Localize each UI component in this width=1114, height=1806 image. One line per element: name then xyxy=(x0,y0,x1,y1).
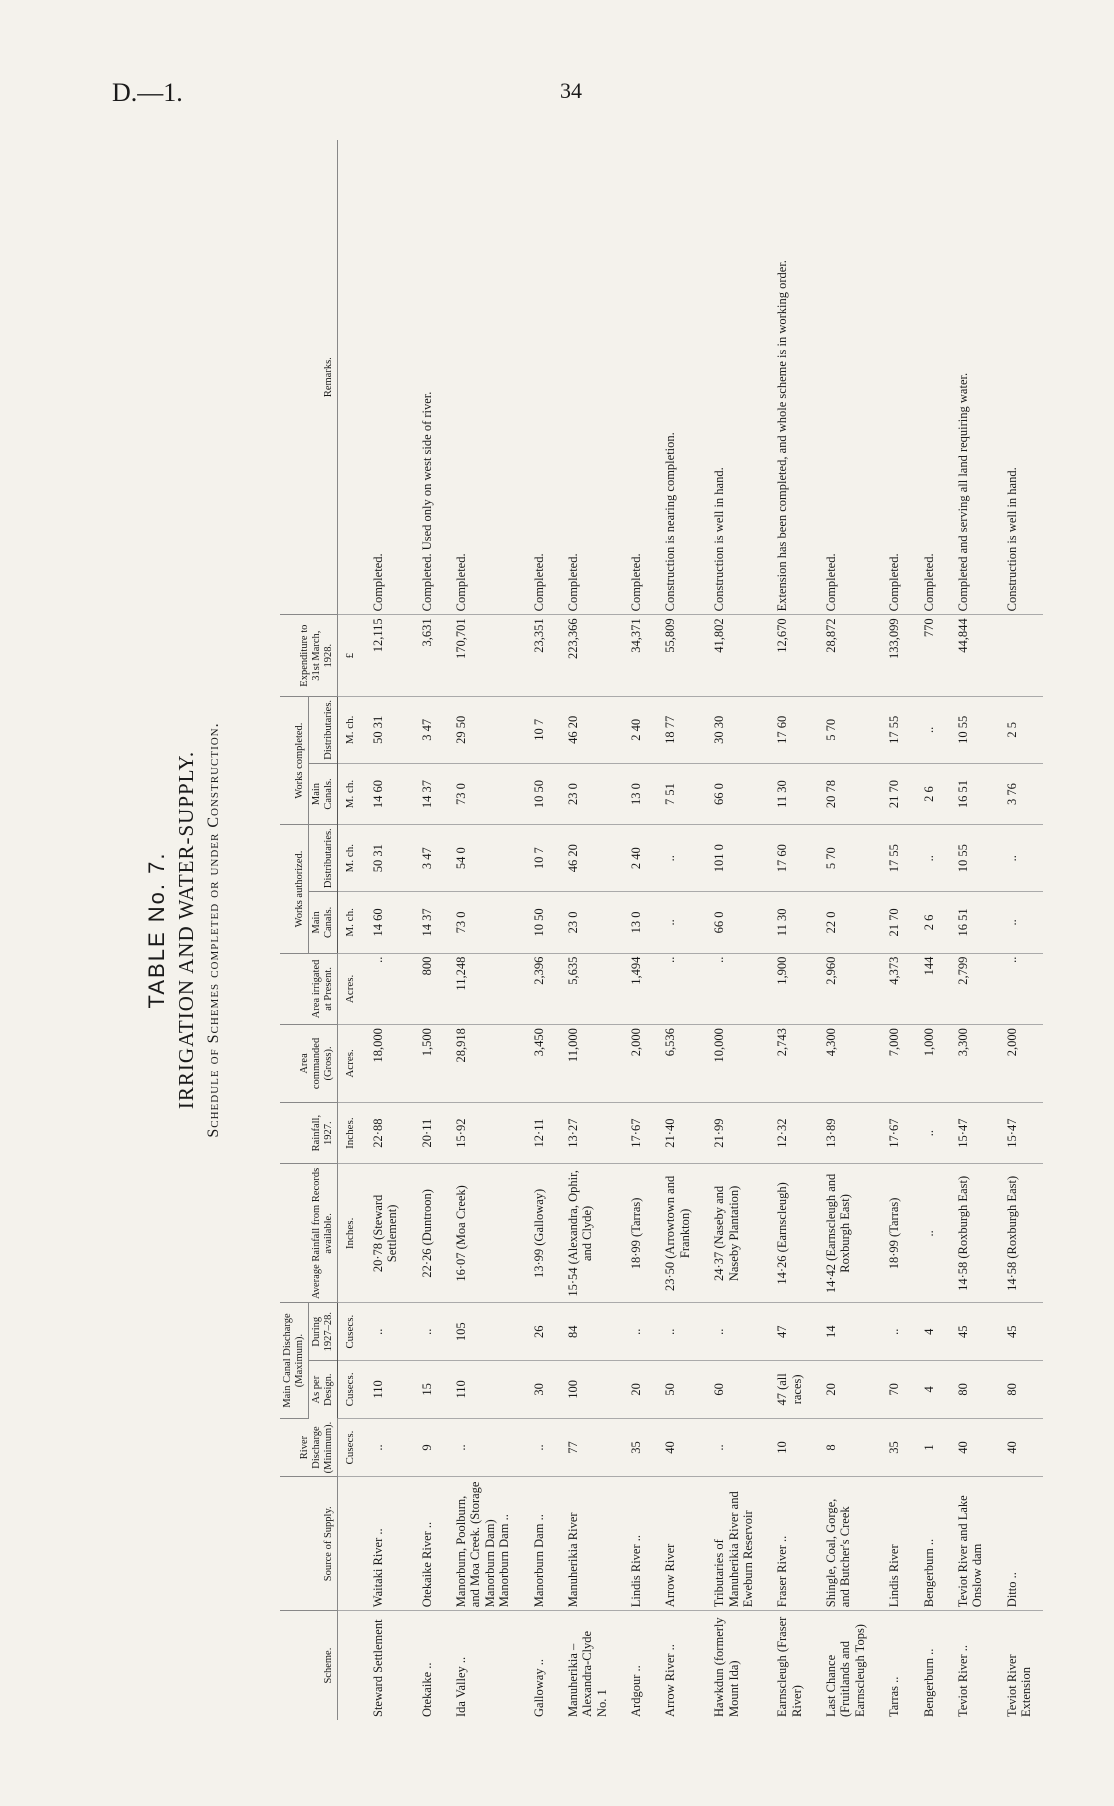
cell-cd: 2 40 xyxy=(619,696,653,763)
cell-cmd: 2,000 xyxy=(995,1025,1044,1103)
cell-avg: .. xyxy=(912,1164,946,1303)
document-reference: D.—1. xyxy=(112,78,183,107)
cell-rem: Construction is nearing completion. xyxy=(653,140,702,615)
cell-rem: Construction is well in hand. xyxy=(995,140,1044,615)
cell-rem: Construction is well in hand. xyxy=(702,140,765,615)
cell-during: 4 xyxy=(912,1303,946,1361)
cell-rain: 20·11 xyxy=(410,1102,444,1164)
table-number: TABLE No. 7. xyxy=(144,851,169,1009)
cell-river: .. xyxy=(702,1418,765,1477)
col-comp-dist: Distributaries. xyxy=(309,696,338,763)
table-row xyxy=(995,140,1044,1720)
cell-irr: .. xyxy=(361,953,410,1024)
cell-rem: Completed. xyxy=(361,140,410,615)
unit-cell: M. ch. xyxy=(338,696,361,763)
cell-irr: 2,960 xyxy=(814,953,877,1024)
cell-avg: 24·37 (Naseby and Naseby Plantation) xyxy=(702,1164,765,1303)
cell-during: .. xyxy=(702,1303,765,1361)
cell-rain: 21·40 xyxy=(653,1102,702,1164)
cell-cmd: 4,300 xyxy=(814,1025,877,1103)
col-canal-discharge: Main Canal Discharge (Maximum). xyxy=(280,1303,309,1418)
cell-river: 40 xyxy=(946,1418,995,1477)
cell-during: 84 xyxy=(556,1303,619,1361)
cell-scheme: Teviot River Extension xyxy=(1004,1654,1034,1717)
cell-scheme: Hawkdun (formerly Mount Ida) xyxy=(712,1617,741,1717)
cell-design: 4 xyxy=(912,1361,946,1419)
cell-source: Arrow River xyxy=(653,1477,702,1611)
cell-rain: 15·47 xyxy=(946,1102,995,1164)
cell-rain: 21·99 xyxy=(702,1102,765,1164)
cell-irr: 1,494 xyxy=(619,953,653,1024)
cell-ad: 17 55 xyxy=(877,825,911,892)
cell-rain: 13·27 xyxy=(556,1102,619,1164)
cell-design: 30 xyxy=(522,1361,556,1419)
cell-during: 45 xyxy=(946,1303,995,1361)
cell-cmd: 2,743 xyxy=(765,1025,814,1103)
cell-avg: 18·99 (Tarras) xyxy=(619,1164,653,1303)
unit-cell: Inches. xyxy=(338,1102,361,1164)
cell-irr: .. xyxy=(653,953,702,1024)
cell-cm: 73 0 xyxy=(444,763,522,825)
cell-am: .. xyxy=(653,892,702,954)
cell-cd: 50 31 xyxy=(361,696,410,763)
cell-irr: 11,248 xyxy=(444,953,522,1024)
table-row xyxy=(522,140,556,1720)
unit-cell: £ xyxy=(338,615,361,697)
cell-source: Fraser River .. xyxy=(765,1477,814,1611)
cell-rain: 15·92 xyxy=(444,1102,522,1164)
cell-am: 13 0 xyxy=(619,892,653,954)
cell-river: .. xyxy=(444,1418,522,1477)
col-average-rainfall: Average Rainfall from Records available. xyxy=(280,1164,338,1303)
cell-scheme: Ardgour .. xyxy=(629,1665,644,1717)
col-expenditure: Expenditure to 31st March, 1928. xyxy=(280,615,338,697)
cell-source: Manorburn, Poolburn, and Moa Creek. (Storage Manorburn Dam) Manorburn Dam .. xyxy=(444,1477,522,1611)
col-remarks: Remarks. xyxy=(280,140,338,615)
cell-cmd: 6,536 xyxy=(653,1025,702,1103)
cell-during: 14 xyxy=(814,1303,877,1361)
cell-am: 14 37 xyxy=(410,892,444,954)
table-row xyxy=(410,140,444,1720)
cell-am: 73 0 xyxy=(444,892,522,954)
table-title: IRRIGATION AND WATER-SUPPLY. xyxy=(174,750,198,1110)
cell-ad: .. xyxy=(995,825,1044,892)
cell-ad: 50 31 xyxy=(361,825,410,892)
cell-scheme: Galloway .. xyxy=(531,1659,546,1717)
table-row xyxy=(444,140,522,1720)
cell-scheme: Teviot River .. xyxy=(955,1644,970,1717)
cell-river: 1 xyxy=(912,1418,946,1477)
cell-rem: Completed. xyxy=(912,140,946,615)
cell-avg: 20·78 (Steward Settlement) xyxy=(361,1164,410,1303)
cell-river: 40 xyxy=(653,1418,702,1477)
cell-during: 105 xyxy=(444,1303,522,1361)
cell-river: 9 xyxy=(410,1418,444,1477)
cell-irr: .. xyxy=(995,953,1044,1024)
cell-ad: 2 40 xyxy=(619,825,653,892)
cell-exp: 12,115 xyxy=(361,615,410,697)
cell-cd: 5 70 xyxy=(814,696,877,763)
col-river-discharge: River Discharge (Minimum). xyxy=(280,1418,338,1477)
cell-rain: .. xyxy=(912,1102,946,1164)
cell-avg: 16·07 (Moa Creek) xyxy=(444,1164,522,1303)
cell-source: Waitaki River .. xyxy=(361,1477,410,1611)
unit-cell: M. ch. xyxy=(338,763,361,825)
cell-cd: 17 55 xyxy=(877,696,911,763)
cell-cd: 10 55 xyxy=(946,696,995,763)
cell-cm: 20 78 xyxy=(814,763,877,825)
cell-during: .. xyxy=(877,1303,911,1361)
cell-scheme: Steward Settlement xyxy=(370,1619,385,1717)
cell-rem: Completed. xyxy=(877,140,911,615)
cell-am: 11 30 xyxy=(765,892,814,954)
cell-cmd: 2,000 xyxy=(619,1025,653,1103)
cell-ad: 3 47 xyxy=(410,825,444,892)
cell-source: Tributaries of Manuherikia River and Eweburn Reservoir xyxy=(702,1477,765,1611)
table-row xyxy=(653,140,702,1720)
cell-cd: 46 20 xyxy=(556,696,619,763)
cell-design: 20 xyxy=(619,1361,653,1419)
cell-irr: .. xyxy=(702,953,765,1024)
cell-exp: 55,809 xyxy=(653,615,702,697)
cell-avg: 14·58 (Roxburgh East) xyxy=(995,1164,1044,1303)
cell-source: Shingle, Coal, Gorge, and Butcher's Creek xyxy=(814,1477,877,1611)
cell-during: .. xyxy=(361,1303,410,1361)
cell-exp: 12,670 xyxy=(765,615,814,697)
cell-rem: Completed. xyxy=(814,140,877,615)
cell-cmd: 1,000 xyxy=(912,1025,946,1103)
cell-cmd: 1,500 xyxy=(410,1025,444,1103)
cell-scheme: Manuherikia – Alexandra-Clyde No. 1 xyxy=(565,1630,609,1717)
cell-cm: 16 51 xyxy=(946,763,995,825)
cell-source: Ditto .. xyxy=(995,1477,1044,1611)
cell-rem: Completed. xyxy=(522,140,556,615)
cell-exp: 28,872 xyxy=(814,615,877,697)
col-auth-main: Main Canals. xyxy=(309,892,338,954)
cell-design: 110 xyxy=(444,1361,522,1419)
cell-design: 47 (all races) xyxy=(765,1361,814,1419)
cell-irr: 2,799 xyxy=(946,953,995,1024)
cell-rem: Completed. xyxy=(619,140,653,615)
cell-scheme: Tarras .. xyxy=(887,1676,902,1717)
cell-avg: 22·26 (Duntroon) xyxy=(410,1164,444,1303)
cell-avg: 13·99 (Galloway) xyxy=(522,1164,556,1303)
cell-river: 77 xyxy=(556,1418,619,1477)
cell-avg: 14·42 (Earnscleugh and Roxburgh East) xyxy=(814,1164,877,1303)
cell-avg: 14·58 (Roxburgh East) xyxy=(946,1164,995,1303)
cell-during: 47 xyxy=(765,1303,814,1361)
cell-cmd: 11,000 xyxy=(556,1025,619,1103)
cell-cm: 23 0 xyxy=(556,763,619,825)
unit-cell: M. ch. xyxy=(338,825,361,892)
cell-exp: 34,371 xyxy=(619,615,653,697)
cell-irr: 2,396 xyxy=(522,953,556,1024)
table-row xyxy=(619,140,653,1720)
cell-rain: 22·88 xyxy=(361,1102,410,1164)
cell-rain: 12·32 xyxy=(765,1102,814,1164)
cell-exp: 3,631 xyxy=(410,615,444,697)
cell-am: .. xyxy=(995,892,1044,954)
unit-cell: Cusecs. xyxy=(338,1303,361,1361)
cell-scheme: Arrow River .. xyxy=(663,1644,678,1717)
rotated-table-block xyxy=(140,140,1034,1720)
cell-avg: 15·54 (Alexandra, Ophir, and Clyde) xyxy=(556,1164,619,1303)
cell-source: Bengerburn .. xyxy=(912,1477,946,1611)
cell-during: 45 xyxy=(995,1303,1044,1361)
cell-source: Teviot River and Lake Onslow dam xyxy=(946,1477,995,1611)
cell-avg: 23·50 (Arrowtown and Frankton) xyxy=(653,1164,702,1303)
unit-cell: Cusecs. xyxy=(338,1361,361,1419)
cell-rain: 15·47 xyxy=(995,1102,1044,1164)
cell-rem: Completed. xyxy=(444,140,522,615)
cell-design: 20 xyxy=(814,1361,877,1419)
col-canal-during: During 1927–28. xyxy=(309,1303,338,1361)
cell-irr: 1,900 xyxy=(765,953,814,1024)
cell-during: .. xyxy=(653,1303,702,1361)
cell-design: 60 xyxy=(702,1361,765,1419)
cell-rain: 17·67 xyxy=(619,1102,653,1164)
cell-river: .. xyxy=(522,1418,556,1477)
table-row xyxy=(765,140,814,1720)
cell-cd: 18 77 xyxy=(653,696,702,763)
cell-cmd: 7,000 xyxy=(877,1025,911,1103)
table-row xyxy=(702,140,765,1720)
cell-am: 2 6 xyxy=(912,892,946,954)
cell-cd: 29 50 xyxy=(444,696,522,763)
cell-during: .. xyxy=(619,1303,653,1361)
cell-irr: 4,373 xyxy=(877,953,911,1024)
cell-cd: 10 7 xyxy=(522,696,556,763)
cell-cd: .. xyxy=(912,696,946,763)
cell-exp: 170,701 xyxy=(444,615,522,697)
cell-rem: Completed and serving all land requiring water. xyxy=(946,140,995,615)
cell-design: 70 xyxy=(877,1361,911,1419)
cell-source: Otekaike River .. xyxy=(410,1477,444,1611)
cell-exp xyxy=(995,615,1044,697)
cell-cmd: 28,918 xyxy=(444,1025,522,1103)
col-scheme: Scheme. xyxy=(280,1611,338,1720)
cell-river: 8 xyxy=(814,1418,877,1477)
col-works-completed: Works completed. xyxy=(280,696,309,824)
cell-ad: 5 70 xyxy=(814,825,877,892)
col-source: Source of Supply. xyxy=(280,1477,338,1611)
irrigation-schedule-table xyxy=(280,140,1043,1720)
cell-ad: 17 60 xyxy=(765,825,814,892)
cell-am: 14 60 xyxy=(361,892,410,954)
cell-scheme: Ida Valley .. xyxy=(454,1656,469,1717)
cell-exp: 44,844 xyxy=(946,615,995,697)
cell-source: Manorburn Dam .. xyxy=(522,1477,556,1611)
cell-rain: 12·11 xyxy=(522,1102,556,1164)
cell-cm: 21 70 xyxy=(877,763,911,825)
cell-rain: 17·67 xyxy=(877,1102,911,1164)
table-row xyxy=(814,140,877,1720)
cell-ad: 101 0 xyxy=(702,825,765,892)
table-row xyxy=(361,140,410,1720)
cell-irr: 144 xyxy=(912,953,946,1024)
cell-am: 21 70 xyxy=(877,892,911,954)
cell-am: 22 0 xyxy=(814,892,877,954)
page-number: 34 xyxy=(560,78,582,103)
cell-source: Lindis River .. xyxy=(619,1477,653,1611)
cell-source: Manuherikia River xyxy=(556,1477,619,1611)
cell-during: .. xyxy=(410,1303,444,1361)
table-subtitle: Schedule of Schemes completed or under Construction. xyxy=(205,722,222,1138)
table-row xyxy=(946,140,995,1720)
cell-design: 50 xyxy=(653,1361,702,1419)
col-comp-main: Main Canals. xyxy=(309,763,338,825)
cell-cm: 3 76 xyxy=(995,763,1044,825)
unit-cell: Acres. xyxy=(338,953,361,1024)
cell-design: 15 xyxy=(410,1361,444,1419)
cell-ad: 10 7 xyxy=(522,825,556,892)
col-auth-dist: Distributaries. xyxy=(309,825,338,892)
cell-cm: 14 37 xyxy=(410,763,444,825)
unit-cell: Acres. xyxy=(338,1025,361,1103)
cell-design: 80 xyxy=(995,1361,1044,1419)
unit-cell: Cusecs. xyxy=(338,1418,361,1477)
cell-rem: Completed. Used only on west side of river. xyxy=(410,140,444,615)
col-rainfall-1927: Rainfall, 1927. xyxy=(280,1102,338,1164)
col-area-irrigated: Area irrigated at Present. xyxy=(280,953,338,1024)
cell-cm: 11 30 xyxy=(765,763,814,825)
cell-scheme: Otekaike .. xyxy=(419,1662,434,1717)
cell-design: 100 xyxy=(556,1361,619,1419)
cell-design: 110 xyxy=(361,1361,410,1419)
cell-ad: .. xyxy=(912,825,946,892)
table-row xyxy=(912,140,946,1720)
cell-design: 80 xyxy=(946,1361,995,1419)
cell-cm: 66 0 xyxy=(702,763,765,825)
cell-river: .. xyxy=(361,1418,410,1477)
cell-rain: 13·89 xyxy=(814,1102,877,1164)
cell-river: 40 xyxy=(995,1418,1044,1477)
table-titles xyxy=(140,140,280,1720)
cell-during: 26 xyxy=(522,1303,556,1361)
unit-cell: M. ch. xyxy=(338,892,361,954)
cell-cm: 10 50 xyxy=(522,763,556,825)
cell-avg: 14·26 (Earnscleugh) xyxy=(765,1164,814,1303)
cell-exp: 41,802 xyxy=(702,615,765,697)
cell-exp: 23,351 xyxy=(522,615,556,697)
cell-rem: Completed. xyxy=(556,140,619,615)
cell-cmd: 3,300 xyxy=(946,1025,995,1103)
cell-cd: 3 47 xyxy=(410,696,444,763)
cell-ad: 54 0 xyxy=(444,825,522,892)
cell-scheme: Bengerburn .. xyxy=(921,1648,936,1717)
unit-cell: Inches. xyxy=(338,1164,361,1303)
cell-cmd: 3,450 xyxy=(522,1025,556,1103)
cell-source: Lindis River xyxy=(877,1477,911,1611)
cell-river: 35 xyxy=(877,1418,911,1477)
cell-exp: 223,366 xyxy=(556,615,619,697)
cell-am: 23 0 xyxy=(556,892,619,954)
cell-am: 10 50 xyxy=(522,892,556,954)
table-row xyxy=(877,140,911,1720)
cell-ad: 46 20 xyxy=(556,825,619,892)
cell-scheme: Last Chance (Fruitlands and Earnscleugh Tops) xyxy=(824,1624,867,1717)
cell-irr: 5,635 xyxy=(556,953,619,1024)
cell-cm: 7 51 xyxy=(653,763,702,825)
cell-cm: 14 60 xyxy=(361,763,410,825)
cell-cd: 30 30 xyxy=(702,696,765,763)
cell-exp: 133,099 xyxy=(877,615,911,697)
col-works-authorized: Works authorized. xyxy=(280,825,309,953)
table-row xyxy=(556,140,619,1720)
cell-cd: 17 60 xyxy=(765,696,814,763)
cell-am: 66 0 xyxy=(702,892,765,954)
cell-ad: 10 55 xyxy=(946,825,995,892)
cell-exp: 770 xyxy=(912,615,946,697)
cell-river: 10 xyxy=(765,1418,814,1477)
cell-cmd: 10,000 xyxy=(702,1025,765,1103)
cell-rem: Extension has been completed, and whole scheme is in working order. xyxy=(765,140,814,615)
units-row xyxy=(338,140,361,1720)
cell-river: 35 xyxy=(619,1418,653,1477)
cell-ad: .. xyxy=(653,825,702,892)
cell-cm: 13 0 xyxy=(619,763,653,825)
cell-scheme: Earnscleugh (Fraser River) xyxy=(775,1616,804,1717)
col-area-commanded: Area commanded (Gross). xyxy=(280,1025,338,1103)
cell-cm: 2 6 xyxy=(912,763,946,825)
cell-cmd: 18,000 xyxy=(361,1025,410,1103)
cell-avg: 18·99 (Tarras) xyxy=(877,1164,911,1303)
cell-cd: 2 5 xyxy=(995,696,1044,763)
cell-irr: 800 xyxy=(410,953,444,1024)
cell-am: 16 51 xyxy=(946,892,995,954)
col-canal-design: As per Design. xyxy=(309,1361,338,1419)
